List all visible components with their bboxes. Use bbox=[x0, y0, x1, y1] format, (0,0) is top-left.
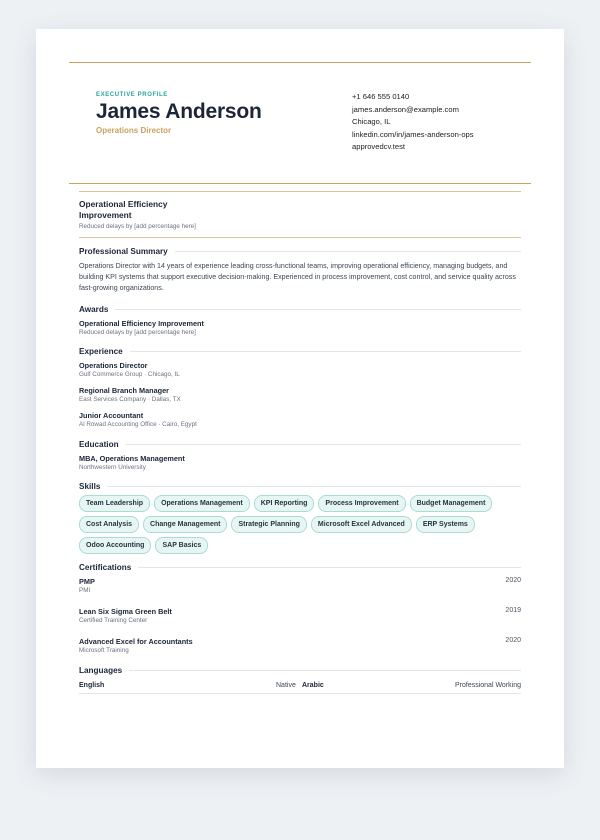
summary-heading: Professional Summary bbox=[79, 247, 168, 256]
callout-subtitle: Reduced delays by [add percentage here] bbox=[79, 223, 196, 230]
awards-section bbox=[79, 305, 521, 336]
contact-linkedin: linkedin.com/in/james-anderson-ops bbox=[352, 129, 474, 139]
certification-issuer: PMI bbox=[79, 587, 91, 594]
top-divider bbox=[69, 62, 531, 63]
certification-year: 2020 bbox=[505, 577, 521, 584]
certification-item bbox=[79, 607, 521, 637]
certifications-heading: Certifications bbox=[79, 563, 132, 572]
contact-location: Chicago, IL bbox=[352, 117, 391, 126]
languages-divider bbox=[79, 693, 521, 694]
certification-title: Advanced Excel for Accountants bbox=[79, 637, 193, 646]
job-company: Gulf Commerce Group · Chicago, IL bbox=[79, 371, 180, 378]
school-name: Northwestern University bbox=[79, 464, 146, 471]
candidate-role: Operations Director bbox=[96, 126, 172, 135]
certification-issuer: Certified Training Center bbox=[79, 617, 148, 624]
contact-email: james.anderson@example.com bbox=[352, 104, 459, 114]
language-name: English bbox=[79, 682, 105, 689]
contact-phone: +1 646 555 0140 bbox=[352, 92, 410, 101]
degree-title: MBA, Operations Management bbox=[79, 454, 185, 463]
contact-block bbox=[352, 91, 474, 154]
certifications-section bbox=[79, 563, 521, 667]
highlight-callout bbox=[79, 199, 521, 230]
header-divider bbox=[69, 183, 531, 184]
callout-title: Operational Efficiency Improvement bbox=[79, 199, 168, 220]
contact-website: approvedcv.test bbox=[352, 142, 406, 151]
education-item bbox=[79, 454, 521, 471]
language-level: Native bbox=[276, 682, 296, 689]
callout-top-divider bbox=[79, 191, 521, 192]
skills-list bbox=[79, 495, 519, 554]
award-item bbox=[79, 319, 521, 336]
certification-year: 2020 bbox=[505, 637, 521, 644]
awards-heading: Awards bbox=[79, 305, 109, 314]
languages-section bbox=[79, 666, 521, 694]
job-title: Operations Director bbox=[79, 361, 148, 370]
skill-chip: Process Improvement bbox=[318, 495, 405, 512]
experience-item bbox=[79, 386, 521, 403]
experience-item bbox=[79, 411, 521, 428]
callout-bottom-divider bbox=[79, 237, 521, 238]
skill-chip: Cost Analysis bbox=[79, 516, 139, 533]
skill-chip: KPI Reporting bbox=[254, 495, 315, 512]
certification-item bbox=[79, 577, 521, 607]
skill-chip: Odoo Accounting bbox=[79, 537, 151, 554]
profile-eyebrow: EXECUTIVE PROFILE bbox=[96, 92, 168, 98]
skill-chip: Budget Management bbox=[410, 495, 493, 512]
skill-chip: Change Management bbox=[143, 516, 227, 533]
languages-heading: Languages bbox=[79, 666, 123, 675]
job-title: Regional Branch Manager bbox=[79, 386, 170, 395]
award-title: Operational Efficiency Improvement bbox=[79, 319, 204, 328]
experience-heading: Experience bbox=[79, 347, 123, 356]
job-company: Al Rowad Accounting Office · Cairo, Egypt bbox=[79, 421, 197, 428]
experience-item bbox=[79, 361, 521, 378]
job-title: Junior Accountant bbox=[79, 411, 144, 420]
certification-item bbox=[79, 637, 521, 667]
summary-section bbox=[79, 247, 521, 294]
language-name: Arabic bbox=[302, 682, 324, 689]
skill-chip: ERP Systems bbox=[416, 516, 475, 533]
education-heading: Education bbox=[79, 440, 119, 449]
skills-section bbox=[79, 482, 521, 554]
resume-page bbox=[36, 29, 564, 768]
summary-text: Operations Director with 14 years of experience leading cross-functional teams, improving operational efficiency, managing budgets, and building KPI systems that support executive decision-making. Experienced in process improvement, cost control, and service quality across fast-growing organizations. bbox=[79, 262, 516, 292]
language-level: Professional Working bbox=[454, 682, 521, 689]
skill-chip: Microsoft Excel Advanced bbox=[311, 516, 412, 533]
candidate-name: James Anderson bbox=[96, 100, 262, 123]
certification-year: 2019 bbox=[505, 607, 521, 614]
skill-chip: Strategic Planning bbox=[231, 516, 306, 533]
skill-chip: Operations Management bbox=[154, 495, 250, 512]
education-section bbox=[79, 440, 521, 471]
skills-heading: Skills bbox=[79, 482, 101, 491]
job-company: East Services Company · Dallas, TX bbox=[79, 396, 181, 403]
header bbox=[96, 92, 262, 135]
skill-chip: SAP Basics bbox=[155, 537, 208, 554]
certification-title: Lean Six Sigma Green Belt bbox=[79, 607, 172, 616]
certification-issuer: Microsoft Training bbox=[79, 647, 129, 654]
certification-title: PMP bbox=[79, 577, 95, 586]
experience-section bbox=[79, 347, 521, 428]
skill-chip: Team Leadership bbox=[79, 495, 150, 512]
award-subtitle: Reduced delays by [add percentage here] bbox=[79, 329, 196, 336]
